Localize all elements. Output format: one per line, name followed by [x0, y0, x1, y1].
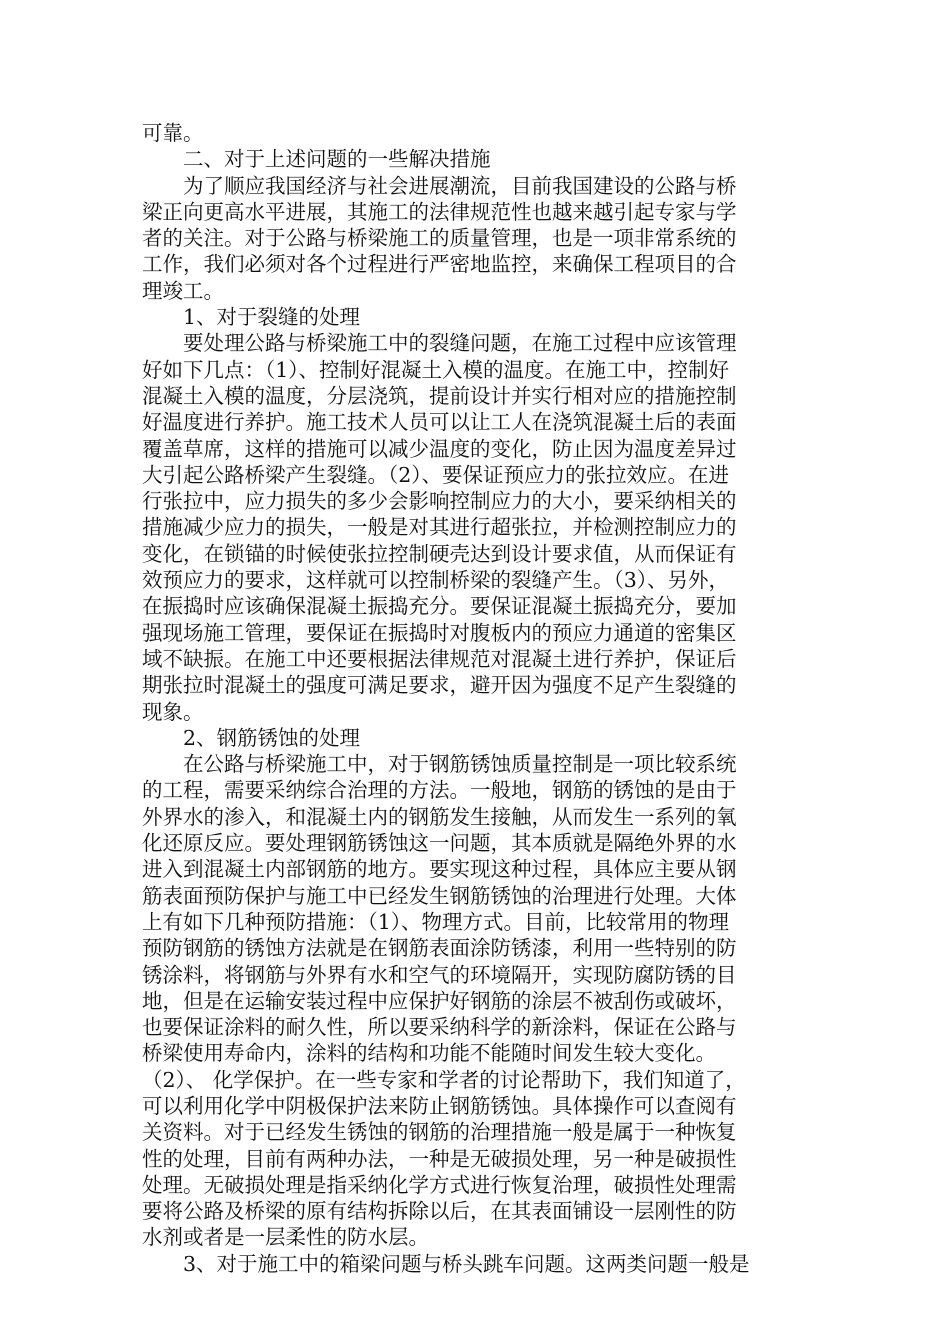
paragraph-p1 — [142, 173, 810, 304]
text-line: 地，但是在运输安装过程中应保护好钢筋的涂层不被刮伤或破坏， — [142, 988, 737, 1013]
text-line: 可靠。 — [142, 121, 204, 145]
text-line: 要将公路及桥梁的原有结构拆除以后，在其表面铺设一层刚性的防 — [142, 1199, 737, 1224]
text-line: （2）、 化学保护。在一些专家和学者的讨论帮助下，我们知道了， — [142, 1067, 746, 1092]
paragraph-h2 — [142, 146, 810, 172]
text-line: 上有如下几种预防措施：（1）、物理方式。目前，比较常用的物理 — [142, 909, 730, 934]
text-line: 在振捣时应该确保混凝土振捣充分。要保证混凝土振捣充分，要加 — [142, 594, 737, 619]
text-line: 现象。 — [142, 699, 204, 724]
text-line: 覆盖草席，这样的措施可以减少温度的变化，防止因为温度差异过 — [142, 436, 737, 461]
text-line: 关资料。对于已经发生锈蚀的钢筋的治理措施一般是属于一种恢复 — [142, 1120, 737, 1145]
text-line: 1、对于裂缝的处理 — [183, 305, 361, 330]
text-line: 要处理公路与桥梁施工中的裂缝问题，在施工过程中应该管理 — [183, 331, 737, 356]
text-line: 期张拉时混凝土的强度可满足要求，避开因为强度不足产生裂缝的 — [142, 673, 737, 698]
text-line: 好温度进行养护。施工技术人员可以让工人在浇筑混凝土后的表面 — [142, 410, 737, 435]
text-line: 预防钢筋的锈蚀方法就是在钢筋表面涂防锈漆，利用一些特别的防 — [142, 936, 737, 961]
text-line: 水剂或者是一层柔性的防水层。 — [142, 1225, 429, 1250]
text-line: 为了顺应我国经济与社会进展潮流，目前我国建设的公路与桥 — [183, 173, 737, 198]
text-line: 桥梁使用寿命内，涂料的结构和功能不能随时间发生较大变化。 — [142, 1041, 716, 1066]
document-page — [142, 120, 810, 1277]
text-line: 混凝土入模的温度，分层浇筑，提前设计并实行相对应的措施控制 — [142, 383, 737, 408]
text-line: 变化，在锁锚的时候使张拉控制硬壳达到设计要求值，从而保证有 — [142, 541, 737, 566]
text-line: 化还原反应。要处理钢筋锈蚀这一问题，其本质就是隔绝外界的水 — [142, 831, 737, 856]
text-line: 效预应力的要求，这样就可以控制桥梁的裂缝产生。（3）、另外， — [142, 568, 730, 593]
text-line: 梁正向更高水平进展，其施工的法律规范性也越来越引起专家与学 — [142, 199, 737, 224]
paragraph-p3 — [142, 751, 810, 1251]
text-line: 3、对于施工中的箱梁问题与桥头跳车问题。这两类问题一般是 — [183, 1251, 750, 1276]
text-line: 二、对于上述问题的一些解决措施 — [183, 147, 491, 172]
text-line: 在公路与桥梁施工中，对于钢筋锈蚀质量控制是一项比较系统 — [183, 752, 737, 777]
text-line: 的工程，需要采纳综合治理的方法。一般地，钢筋的锈蚀的是由于 — [142, 778, 737, 803]
paragraph-h_2 — [142, 725, 810, 751]
text-line: 外界水的渗入，和混凝土内的钢筋发生接触，从而发生一系列的氧 — [142, 804, 737, 829]
text-line: 者的关注。对于公路与桥梁施工的质量管理，也是一项非常系统的 — [142, 226, 737, 251]
text-line: 强现场施工管理，要保证在振捣时对腹板内的预应力通道的密集区 — [142, 620, 737, 645]
paragraph-p0 — [142, 120, 810, 146]
text-line: 可以利用化学中阴极保护法来防止钢筋锈蚀。具体操作可以查阅有 — [142, 1093, 737, 1118]
paragraph-h_1 — [142, 304, 810, 330]
text-line: 性的处理，目前有两种办法，一种是无破损处理，另一种是破损性 — [142, 1146, 737, 1171]
text-line: 域不缺振。在施工中还要根据法律规范对混凝土进行养护，保证后 — [142, 646, 737, 671]
text-line: 行张拉中，应力损失的多少会影响控制应力的大小，要采纳相关的 — [142, 489, 737, 514]
text-line: 理竣工。 — [142, 278, 224, 303]
text-line: 处理。无破损处理是指采纳化学方式进行恢复治理，破损性处理需 — [142, 1172, 737, 1197]
text-line: 工作，我们必须对各个过程进行严密地监控，来确保工程项目的合 — [142, 252, 737, 277]
text-line: 筋表面预防保护与施工中已经发生钢筋锈蚀的治理进行处理。大体 — [142, 883, 737, 908]
text-line: 大引起公路桥梁产生裂缝。（2）、要保证预应力的张拉效应。在进 — [142, 462, 730, 487]
text-line: 措施减少应力的损失，一般是对其进行超张拉，并检测控制应力的 — [142, 515, 737, 540]
text-line: 好如下几点：（1）、控制好混凝土入模的温度。在施工中，控制好 — [142, 357, 730, 382]
text-line: 进入到混凝土内部钢筋的地方。要实现这种过程，具体应主要从钢 — [142, 857, 737, 882]
paragraph-p4 — [142, 1251, 810, 1277]
text-line: 也要保证涂料的耐久性，所以要采纳科学的新涂料，保证在公路与 — [142, 1015, 737, 1040]
paragraph-p2 — [142, 330, 810, 724]
text-line: 2、钢筋锈蚀的处理 — [183, 725, 361, 750]
text-line: 锈涂料，将钢筋与外界有水和空气的环境隔开，实现防腐防锈的目 — [142, 962, 737, 987]
